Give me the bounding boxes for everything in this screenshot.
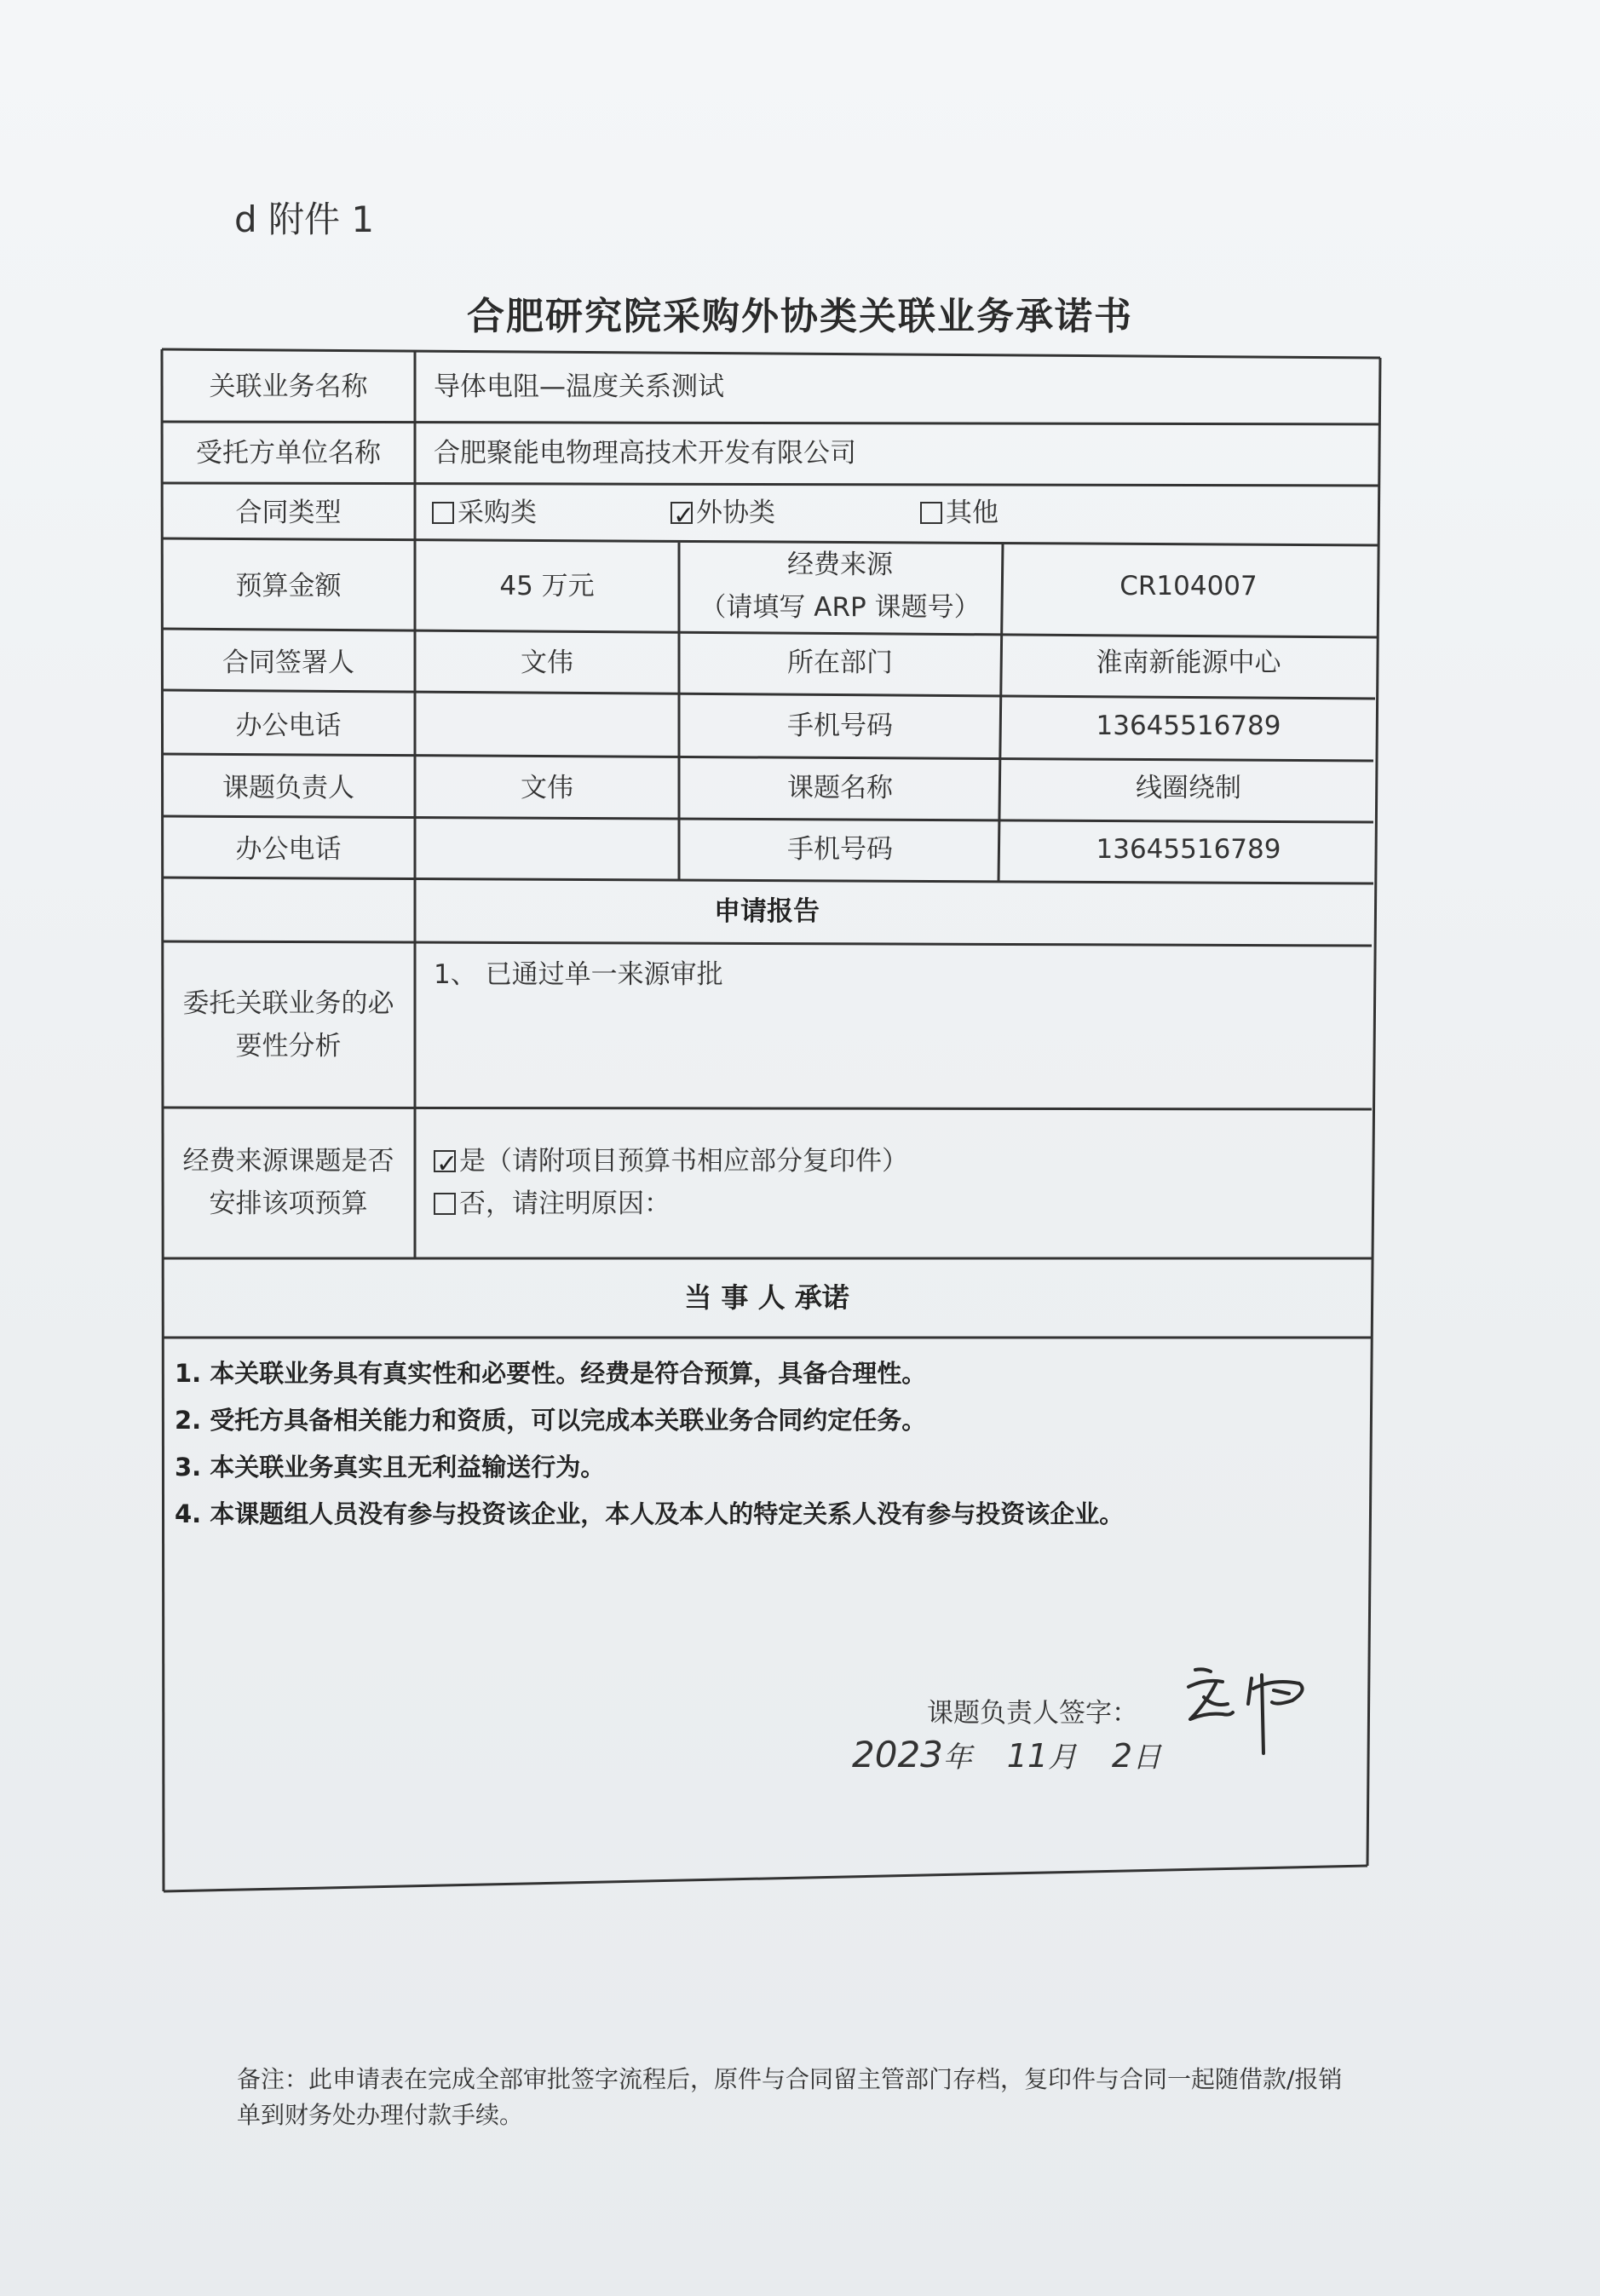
contract-type-options [415, 485, 1378, 542]
checkbox-procurement [432, 502, 454, 524]
option-procurement [432, 492, 537, 535]
budget-question-label-line2: 安排该项预算 [209, 1188, 368, 1219]
option-procurement-label: 采购类 [458, 497, 537, 528]
date-year-suffix: 年 [942, 1741, 972, 1775]
necessity-label-line1: 委托关联业务的必 [182, 987, 394, 1019]
checkbox-yes-checked [434, 1150, 456, 1172]
signature-label: 课题负责人签字： [927, 1698, 1138, 1729]
necessity-label [162, 942, 415, 1108]
entrusted-value: 合肥聚能电物理高技术开发有限公司 [434, 438, 856, 469]
commitment-list [175, 1355, 1367, 1542]
budget-value: 45 万元 [499, 571, 595, 602]
signer-value: 文伟 [521, 647, 573, 679]
option-other-label: 其他 [946, 497, 999, 528]
budget-question-label [162, 1108, 415, 1258]
budget-label: 预算金额 [235, 571, 342, 602]
budget-question-options [415, 1108, 1369, 1258]
entrusted-label: 受托方单位名称 [196, 438, 381, 469]
commitment-item: 1. 本关联业务具有真实性和必要性。经费是符合预算，具备合理性。 [175, 1359, 927, 1388]
checkbox-other [920, 502, 942, 524]
fund-source-label-line2: （请填写 ARP 课题号） [699, 592, 981, 623]
business-name-value: 导体电阻—温度关系测试 [434, 371, 724, 402]
project-name-label: 课题名称 [787, 772, 893, 803]
date-day: 2 [1111, 1737, 1133, 1775]
mobile-label-2: 手机号码 [787, 834, 893, 866]
option-yes-label: 是（请附项目预算书相应部分复印件） [459, 1146, 908, 1177]
commitment-item: 3. 本关联业务真实且无利益输送行为。 [175, 1453, 606, 1482]
office-phone-value-1 [415, 695, 679, 757]
dept-label: 所在部门 [787, 647, 893, 679]
fund-source-label-line1: 经费来源 [787, 550, 893, 581]
fund-source-label [679, 542, 1001, 632]
option-outsourcing [671, 492, 775, 535]
necessity-label-line2: 要性分析 [235, 1030, 342, 1062]
contract-type-label: 合同类型 [235, 497, 342, 528]
report-header: 申请报告 [714, 896, 820, 928]
mobile-value-2: 13645516789 [1096, 834, 1281, 866]
office-phone-label-1: 办公电话 [235, 710, 342, 741]
checkbox-no [434, 1193, 456, 1215]
document-title: 合肥研究院采购外协类关联业务承诺书 [467, 295, 1133, 338]
option-no [434, 1183, 671, 1226]
option-other [920, 492, 999, 535]
sign-date [852, 1734, 1161, 1775]
option-no-label: 否，请注明原因： [459, 1188, 671, 1219]
necessity-text: 1、 已通过单一来源审批 [434, 959, 723, 990]
commitment-item: 4. 本课题组人员没有参与投资该企业，本人及本人的特定关系人没有参与投资该企业。 [175, 1499, 1125, 1528]
project-name-value: 线圈绕制 [1136, 772, 1241, 803]
option-yes [434, 1141, 908, 1183]
footnote: 备注：此申请表在完成全部审批签字流程后，原件与合同留主管部门存档，复印件与合同一起随借款/报销单到财务处办理付款手续。 [237, 2065, 1343, 2129]
pi-value: 文伟 [521, 772, 573, 803]
business-name-label: 关联业务名称 [209, 371, 368, 402]
mobile-value-1: 13645516789 [1096, 710, 1281, 741]
handwritten-signature [1180, 1653, 1325, 1764]
signer-label: 合同签署人 [222, 647, 354, 679]
commitment-header: 当 事 人 承诺 [684, 1280, 849, 1314]
date-month-suffix: 月 [1048, 1741, 1078, 1775]
commitment-item: 2. 受托方具备相关能力和资质，可以完成本关联业务合同约定任务。 [175, 1406, 927, 1435]
office-phone-value-2 [415, 820, 679, 881]
budget-question-label-line1: 经费来源课题是否 [182, 1146, 394, 1177]
dept-value: 淮南新能源中心 [1096, 647, 1281, 679]
attachment-label: d 附件 1 [234, 199, 375, 240]
date-month: 11 [1006, 1737, 1049, 1775]
option-outsourcing-label: 外协类 [696, 497, 775, 528]
pi-label: 课题负责人 [222, 772, 354, 803]
date-day-suffix: 日 [1132, 1741, 1162, 1775]
fund-source-value: CR104007 [1119, 571, 1258, 602]
office-phone-label-2: 办公电话 [235, 834, 342, 866]
date-year: 2023 [852, 1734, 943, 1775]
checkbox-outsourcing-checked [671, 502, 693, 524]
mobile-label-1: 手机号码 [787, 710, 893, 741]
